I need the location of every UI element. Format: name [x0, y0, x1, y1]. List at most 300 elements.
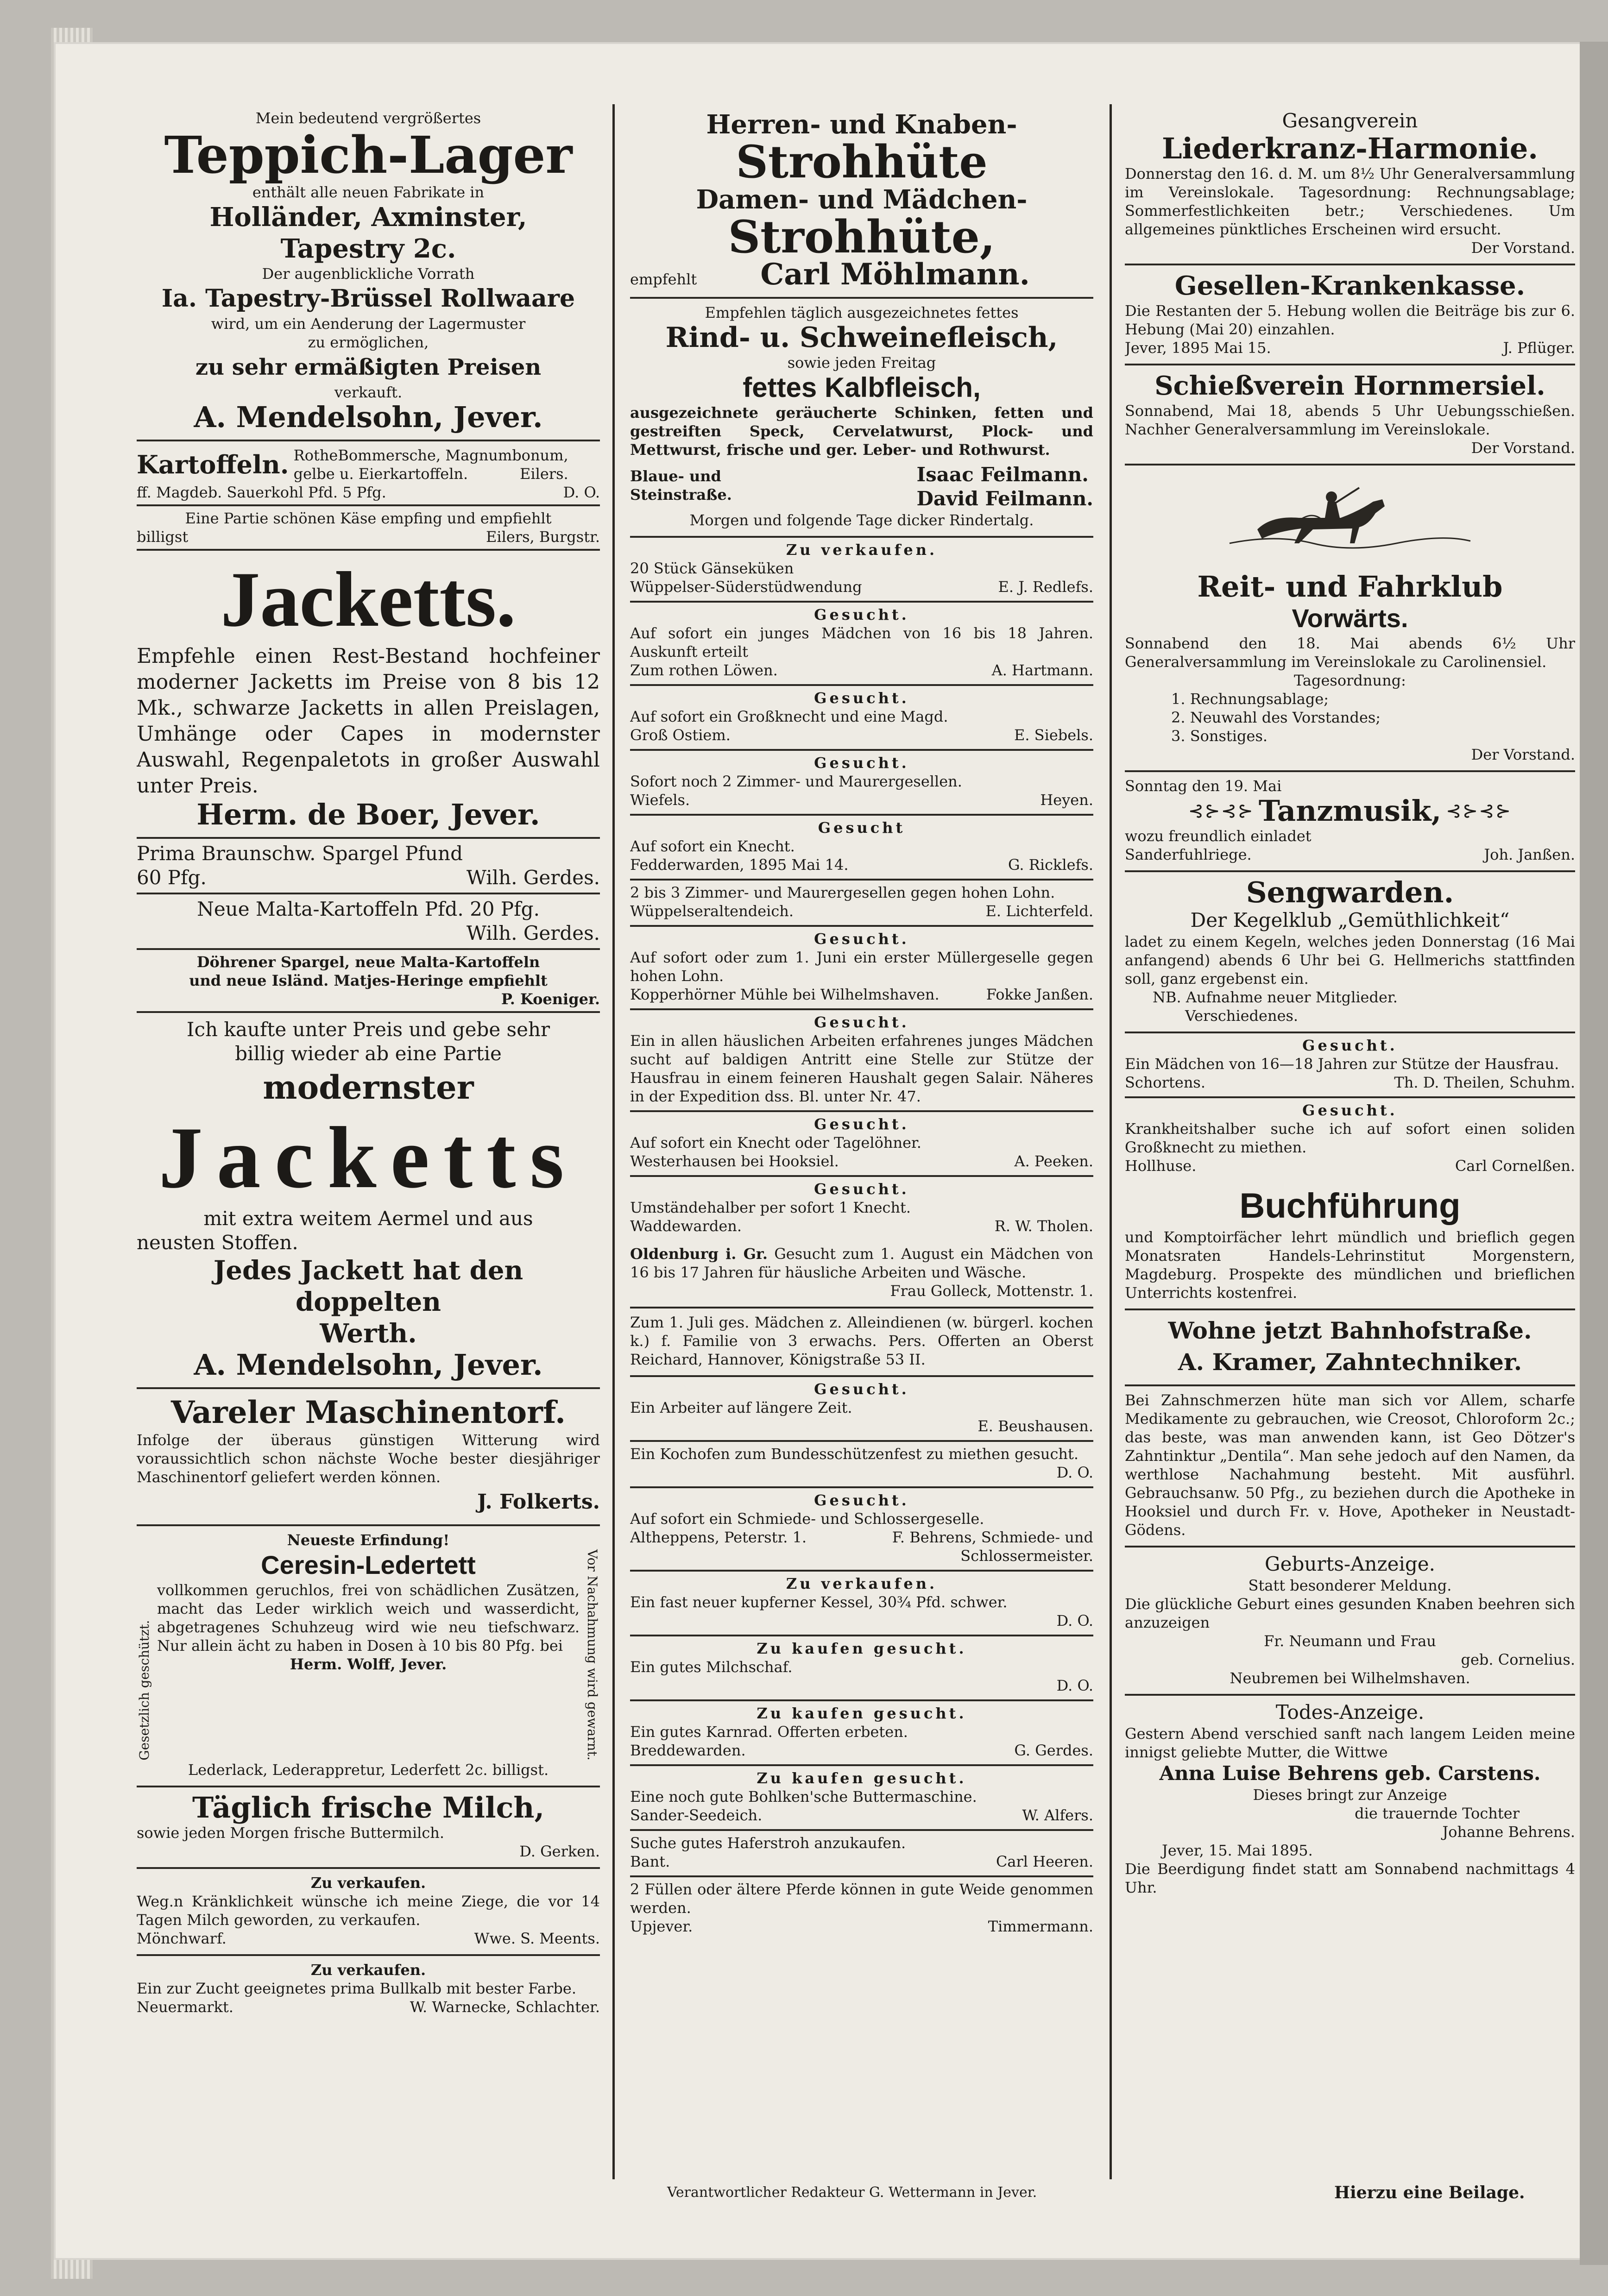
ad-head: Zu verkaufen.: [310, 1961, 426, 1979]
ad-todes-anzeige: [1125, 1696, 1575, 1903]
ad-text: mit extra weitem Aermel und aus: [203, 1207, 533, 1230]
ad-body: Ein gutes Milchschaf.: [630, 1658, 793, 1676]
ad-body: Gestern Abend verschied sanft nach langem Leiden meine innigst geliebte Mutter, die Wittwe: [1125, 1725, 1575, 1761]
ad-text: modernster: [263, 1068, 474, 1107]
ad-tanzmusik: [1125, 772, 1575, 872]
ad-head: Gesucht.: [814, 689, 909, 707]
ad-row: [630, 985, 1093, 1004]
ad-row: [630, 1917, 1093, 1936]
ad-body: Die Restanten der 5. Hebung wollen die Beiträge bis zur 6. Hebung (Mai 20) einzahlen.: [1125, 302, 1575, 338]
ad-text: Ich kaufte unter Preis und gebe sehr: [186, 1018, 550, 1041]
ad-body: Auf sofort ein Knecht.: [630, 837, 795, 855]
column-1: [137, 104, 600, 2189]
ad-kartoffeln: [137, 441, 600, 506]
ad-signature: David Feilmann.: [916, 487, 1093, 510]
classified-ad: [630, 1010, 1093, 1112]
column-rule: [612, 104, 615, 2179]
ad-head: Gesucht.: [1302, 1037, 1398, 1054]
ad-buchfuehrung: [1125, 1180, 1575, 1310]
classified-list: [630, 538, 1093, 1240]
classified-list: [630, 1377, 1093, 1940]
classified-ad: [630, 1831, 1093, 1877]
ad-jacketts-de-boer: [137, 551, 600, 839]
ad-row: [137, 1549, 600, 1761]
ad-text: Tapestry 2c.: [280, 233, 456, 264]
ad-body: und Komptoirfächer lehrt mündlich und brieflich gegen Monatsraten Handels-Lehrinstitut Morgenstern, Magdeburg. Prospekte des mündlichen und brieflichen Unterrichts kostenfrei.: [1125, 1228, 1575, 1302]
ad-ceresin: [137, 1526, 600, 1787]
ad-body: Ein gutes Karnrad. Offerten erbeten.: [630, 1723, 908, 1741]
ad-place: Hollhuse.: [1125, 1157, 1197, 1175]
ad-feilmann: [630, 299, 1093, 538]
ad-signature: P. Koeniger.: [501, 990, 600, 1008]
ad-address: [630, 467, 732, 504]
ad-text: sowie jeden Freitag: [787, 354, 936, 371]
ad-row: [630, 1741, 1093, 1760]
ad-signature: Timmermann.: [988, 1918, 1093, 1935]
ad-text: Werth.: [320, 1318, 417, 1349]
ad-milch: [137, 1787, 600, 1869]
ad-text: neusten Stoffen.: [137, 1231, 298, 1254]
ad-text: Sonntag den 19. Mai: [1125, 777, 1282, 795]
ad-text: zu ermöglichen,: [308, 333, 429, 351]
ad-text: NB. Aufnahme neuer Mitglieder.: [1153, 988, 1398, 1006]
ad-text: Damen- und Mädchen-: [696, 184, 1028, 215]
ad-head: Gesucht.: [814, 606, 909, 623]
ad-body: Eine noch gute Bohlken'sche Buttermaschine.: [630, 1788, 977, 1805]
ad-body: Auf sofort ein Großknecht und eine Magd.: [630, 708, 948, 725]
ad-text: Blaue- und: [630, 467, 721, 485]
classified-ad: [630, 1636, 1093, 1701]
ad-signature: Herm. de Boer, Jever.: [196, 798, 540, 831]
ad-row: [137, 866, 600, 890]
ad-place: Wüppelser-Süderstüdwendung: [630, 578, 862, 596]
ad-place: Oldenburg i. Gr.: [630, 1245, 768, 1263]
classified-ad: [630, 686, 1093, 751]
ad-body: Gesucht zum 1. August ein Mädchen von 16 bis 17 Jahren für häusliche Arbeiten und Wäsche.: [630, 1245, 1093, 1281]
ad-title: Buchführung: [1239, 1186, 1461, 1226]
ad-body: Auf sofort ein Knecht oder Tagelöhner.: [630, 1134, 921, 1151]
ad-place: Neuermarkt.: [137, 1998, 233, 2016]
ad-side-text: Vor Nachahmung wird gewarnt.: [585, 1549, 600, 1761]
ad-signature: Der Vorstand.: [1471, 746, 1575, 763]
ad-place: Schortens.: [1125, 1074, 1206, 1091]
ad-pretitle: Gesangverein: [1282, 109, 1418, 132]
ad-text: und neue Isländ. Matjes-Heringe empfiehlt: [189, 972, 548, 989]
classified-ad: [1125, 1098, 1575, 1180]
ad-signature: Wilh. Gerdes.: [466, 922, 600, 944]
ad-side-text: Gesetzlich geschützt.: [137, 1620, 152, 1761]
ad-title: Ceresin-Ledertett: [261, 1550, 476, 1579]
ad-text: Verschiedenes.: [1185, 1007, 1299, 1025]
ad-row: [630, 1852, 1093, 1871]
ad-text: Neue Malta-Kartoffeln Pfd. 20 Pfg.: [197, 898, 540, 920]
ad-row: [630, 578, 1093, 596]
ad-body: Ein in allen häuslichen Arbeiten erfahrenes junges Mädchen sucht auf baldigen Antritt eine Stelle zur Stütze der Hausfrau in einem feineren Haushalt gegen Salair. Näheres in der Expedition dss. Bl. unter Nr. 47.: [630, 1032, 1093, 1105]
ad-title: Gesellen-Krankenkasse.: [1174, 270, 1526, 301]
ad-body: Ein zur Zucht geeignetes prima Bullkalb mit bester Farbe.: [137, 1979, 577, 1997]
ad-row: [630, 1611, 1093, 1630]
ad-title: Kartoffeln.: [137, 450, 289, 479]
ad-text: Ia. Tapestry-Brüssel Rollwaare: [161, 284, 575, 313]
ad-text: Die Beerdigung findet statt am Sonnabend nachmittags 4 Uhr.: [1125, 1860, 1575, 1896]
ad-spargel: [137, 839, 600, 894]
ad-signature: Eilers, Burgstr.: [486, 528, 600, 546]
ad-row: [630, 1217, 1093, 1235]
ad-title: Teppich-Lager: [164, 125, 573, 185]
ad-title: Tanzmusik,: [1258, 794, 1442, 828]
classified-ad: [630, 1572, 1093, 1636]
ad-row: [630, 1152, 1093, 1170]
ad-place: Jever, 1895 Mai 15.: [1125, 339, 1271, 357]
ad-text: die trauernde Tochter: [1355, 1805, 1520, 1822]
ad-gesellen-krankenkasse: [1125, 265, 1575, 365]
ad-row: [630, 661, 1093, 679]
classified-ad: [630, 816, 1093, 881]
ad-strohhuete: [630, 104, 1093, 299]
ad-signature: Eilers.: [520, 465, 568, 483]
horse-rider-illustration: [1220, 474, 1480, 566]
ad-row: [137, 528, 600, 546]
ad-head: Gesucht.: [814, 1180, 909, 1198]
ad-zahnschmerzen: [1125, 1386, 1575, 1547]
ad-head: Zu verkaufen.: [786, 1575, 938, 1592]
ad-juli: [630, 1308, 1093, 1377]
ad-signature: Der Vorstand.: [1471, 239, 1575, 257]
ad-text: vollkommen geruchlos, frei von schädlichen Zusätzen, macht das Leder wirklich weich und wasserdicht, abgetragenes Schuhzeug wird wie neu tiefschwarz. Nur allein ächt zu haben in Dosen à 10 bis 80 Pfg. bei: [157, 1581, 580, 1654]
ad-place: Breddewarden.: [630, 1742, 746, 1759]
ad-row: [294, 465, 568, 483]
ad-row: [630, 1417, 1093, 1435]
ad-bullkalb: [137, 1956, 600, 2023]
ad-text: verkauft.: [334, 384, 403, 401]
classified-ad: [630, 1377, 1093, 1442]
ad-text: Der augenblickliche Vorrath: [262, 265, 475, 283]
ad-body: 2 bis 3 Zimmer- und Maurergesellen gegen hohen Lohn.: [630, 884, 1055, 901]
ad-text: wozu freundlich einladet: [1125, 827, 1312, 845]
ad-text: 60 Pfg.: [137, 866, 207, 889]
ad-title: Reit- und Fahrklub: [1197, 570, 1503, 604]
ad-text: Herren- und Knaben-: [706, 109, 1017, 140]
ad-maschinentorf: [137, 1389, 600, 1526]
ad-signature: D. O.: [563, 484, 600, 501]
ad-ziege: [137, 1869, 600, 1956]
ad-place: Kopperhörner Mühle bei Wilhelmshaven.: [630, 986, 940, 1003]
ad-signature: Joh. Janßen.: [1484, 846, 1575, 863]
ad-pretitle: Neueste Erfindung!: [287, 1531, 450, 1549]
footer-beilage: Hierzu eine Beilage.: [1334, 2183, 1525, 2202]
ad-signature: Fokke Janßen.: [986, 986, 1093, 1003]
classified-list: [1125, 1033, 1575, 1180]
ad-sengwarden: [1125, 872, 1575, 1033]
ad-signature: F. Behrens, Schmiede- und Schlossermeister.: [892, 1529, 1093, 1565]
ad-signature: Johanne Behrens.: [1442, 1823, 1575, 1841]
ad-body: 2 Füllen oder ältere Pferde können in gute Weide genommen werden.: [630, 1881, 1093, 1917]
ad-malta: [137, 894, 600, 950]
ad-body: ausgezeichnete geräucherte Schinken, fetten und gestreiften Speck, Cervelatwurst, Plock- und Mettwurst, frische und ger. Leber- und Rothwurst.: [630, 404, 1093, 459]
ad-text: Der Kegelklub „Gemüthlichkeit“: [1190, 909, 1510, 931]
ad-liederkranz: [1125, 104, 1575, 265]
ad-body: Sonnabend den 18. Mai abends 6½ Uhr Generalversammlung im Vereinslokale zu Carolinensiel.: [1125, 635, 1575, 671]
ad-text: gelbe u. Eierkartoffeln.: [293, 465, 468, 483]
ad-place: Zum rothen Löwen.: [630, 661, 778, 679]
classified-ad: [630, 751, 1093, 816]
ad-body: Auf sofort ein junges Mädchen von 16 bis 18 Jahren. Auskunft erteilt: [630, 624, 1093, 660]
ad-head: Zu verkaufen.: [786, 541, 938, 559]
ad-row: [137, 1929, 600, 1948]
ad-body: Ein Mädchen von 16—18 Jahren zur Stütze der Hausfrau.: [1125, 1055, 1559, 1073]
ad-signature: D. O.: [1056, 1464, 1093, 1481]
classified-ad: [1125, 1033, 1575, 1098]
ad-text: wird, um ein Aenderung der Lagermuster: [211, 315, 526, 333]
ad-head: Gesucht.: [814, 930, 909, 948]
ad-title: Jacketts.: [221, 556, 516, 643]
ad-list-item: 2. Neuwahl des Vorstandes;: [1171, 709, 1381, 726]
ornament: ⊰⊱⊰⊱: [1446, 800, 1512, 822]
ad-signature: Th. D. Theilen, Schuhm.: [1394, 1074, 1575, 1091]
ad-body: Suche gutes Haferstroh anzukaufen.: [630, 1834, 906, 1852]
ad-signature: Wilh. Gerdes.: [466, 866, 600, 889]
ad-text: Morgen und folgende Tage dicker Rindertalg.: [689, 511, 1034, 529]
ad-body: Donnerstag den 16. d. M. um 8½ Uhr Generalversammlung im Vereinslokale. Tagesordnung: Rechnungsablage; Sommerfestlichkeiten betr.; Verschiedenes. Um allgemeines pünktliches Erscheinen wird ersucht.: [1125, 165, 1575, 238]
ad-name: Anna Luise Behrens geb. Carstens.: [1159, 1762, 1541, 1785]
ad-place: Wiefels.: [630, 791, 690, 809]
ad-place: Fedderwarden, 1895 Mai 14.: [630, 856, 849, 874]
ad-pretitle: Mein bedeutend vergrößertes: [255, 109, 481, 127]
ad-title: Rind- u. Schweinefleisch,: [665, 321, 1058, 354]
ad-row: [630, 726, 1093, 744]
ad-place: Mönchwarf.: [137, 1929, 227, 1947]
ad-body: Weg.n Kränklichkeit wünsche ich meine Ziege, die vor 14 Tagen Milch geworden, zu verkaufen.: [137, 1892, 600, 1929]
ad-signature: J. Pflüger.: [1503, 339, 1575, 357]
ad-body: Sonnabend, Mai 18, abends 5 Uhr Uebungsschießen. Nachher Generalversammlung im Vereinslokale.: [1125, 402, 1575, 438]
ad-signature: geb. Cornelius.: [1461, 1651, 1575, 1668]
ad-signature: E. Siebels.: [1014, 726, 1093, 744]
classified-ad: [630, 1177, 1093, 1240]
ad-signature: Heyen.: [1040, 791, 1093, 809]
ad-row: [630, 1676, 1093, 1695]
ad-row: [630, 1463, 1093, 1482]
ad-list-item: 1. Rechnungsablage;: [1171, 690, 1329, 708]
ad-title: Strohhüte: [736, 136, 988, 188]
ad-text: billig wieder ab eine Partie: [235, 1042, 502, 1065]
ad-body: Die glückliche Geburt eines gesunden Knaben beehren sich anzuzeigen: [1125, 1595, 1575, 1631]
ad-date: Jever, 15. Mai 1895.: [1162, 1842, 1313, 1859]
ad-text: Dieses bringt zur Anzeige: [1253, 1786, 1447, 1804]
ad-head: Gesucht.: [814, 1380, 909, 1398]
ad-place: Sander-Seedeich.: [630, 1806, 763, 1824]
ad-geburts-anzeige: [1125, 1547, 1575, 1696]
ad-signature: R. W. Tholen.: [994, 1217, 1093, 1235]
ad-row: [137, 446, 600, 483]
ad-reitklub: [1125, 465, 1575, 772]
ad-text: Eine Partie schönen Käse empfing und empfiehlt: [185, 510, 552, 527]
ad-head: Gesucht.: [814, 754, 909, 772]
ad-place: Altheppens, Peterstr. 1.: [630, 1529, 807, 1546]
ad-body: [157, 1549, 580, 1761]
ornament: ⊰⊱⊰⊱: [1188, 800, 1254, 822]
ad-signature: Herm. Wolff, Jever.: [290, 1655, 447, 1673]
ad-title: Schießverein Hornmersiel.: [1154, 371, 1545, 401]
ad-place: Groß Ostiem.: [630, 726, 731, 744]
ad-signature: D. Gerken.: [519, 1842, 600, 1860]
ad-jacketts-mendelsohn: [137, 1013, 600, 1389]
ad-signature: A. Kramer, Zahntechniker.: [1178, 1348, 1522, 1376]
ad-text: Döhrener Spargel, neue Malta-Kartoffeln: [196, 953, 540, 971]
ad-signature: Der Vorstand.: [1471, 439, 1575, 457]
ad-text: Prima Braunschw. Spargel Pfund: [137, 842, 463, 865]
ad-body: Auf sofort oder zum 1. Juni ein erster Müllergeselle gegen hohen Lohn.: [630, 949, 1093, 985]
ad-row: [630, 1806, 1093, 1824]
ad-body: Bei Zahnschmerzen hüte man sich vor Allem, scharfe Medikamente zu gebrauchen, wie Creosot, Chloroform 2c.; das beste, was man anwenden kann, ist Geo Dötzer's Zahntinktur „Dentila“. Man sehe jedoch auf den Namen, da werthlose Nachahmung besteht. Mit ausführl. Gebrauchsanw. 50 Pfg., zu beziehen durch die Apotheke in Hooksiel und durch Fr. v. Hove, Apotheker in Neustadt-Gödens.: [1125, 1391, 1575, 1539]
ad-text: empfehlt: [630, 270, 697, 288]
ad-row: [630, 791, 1093, 809]
ad-place: Sanderfuhlriege.: [1125, 846, 1252, 863]
ad-signature: W. Warnecke, Schlachter.: [410, 1998, 600, 2016]
classified-ad: [630, 1766, 1093, 1831]
ad-signature: Carl Möhlmann.: [760, 257, 1030, 292]
ad-doehrener: [137, 950, 600, 1013]
ad-title: Täglich frische Milch,: [192, 1790, 545, 1824]
ad-place: Upjever.: [630, 1918, 693, 1935]
ad-place: Bant.: [630, 1853, 670, 1870]
ad-body: Sofort noch 2 Zimmer- und Maurergesellen.: [630, 773, 962, 790]
ad-body: [294, 446, 568, 483]
column-2: [630, 104, 1093, 2189]
ad-row: [630, 855, 1093, 874]
ad-signature: A. Mendelsohn, Jever.: [194, 400, 543, 434]
ad-signature: E. Lichterfeld.: [985, 902, 1093, 920]
ad-head: Gesucht: [818, 819, 906, 837]
ad-body: Empfehle einen Rest-Bestand hochfeiner moderner Jacketts im Preise von 8 bis 12 Mk., schwarze Jacketts in allen Preislagen, Umhänge oder Capes in modernster Auswahl, Regenpaletots in großer Auswahl unter Preis.: [137, 644, 600, 798]
ad-schiessverein: [1125, 365, 1575, 465]
ad-head: Gesucht.: [814, 1115, 909, 1133]
ad-oldenburg: [630, 1240, 1093, 1308]
ad-list-item: 3. Sonstiges.: [1171, 727, 1268, 745]
ad-text: Tagesordnung:: [1294, 672, 1406, 689]
ad-title: Jacketts: [158, 1109, 578, 1207]
ad-signature: A. Mendelsohn, Jever.: [194, 1348, 543, 1382]
ad-title: Strohhüte,: [728, 211, 996, 263]
footer-redakteur: Verantwortlicher Redakteur G. Wettermann in Jever.: [667, 2184, 1037, 2201]
ad-row: [630, 463, 1093, 511]
ad-signature: Carl Cornelßen.: [1455, 1157, 1575, 1175]
ad-head: Zu kaufen gesucht.: [757, 1769, 967, 1787]
ad-text: Jedes Jackett hat den doppelten: [213, 1255, 523, 1317]
ad-title: Vareler Maschinentorf.: [171, 1394, 566, 1430]
ad-signatures: [917, 463, 1094, 511]
ad-head: Gesucht.: [814, 1013, 909, 1031]
ad-signature: Carl Heeren.: [996, 1853, 1093, 1870]
ad-body: Ein Kochofen zum Bundesschützenfest zu miethen gesucht.: [630, 1445, 1079, 1463]
ad-row: [1125, 795, 1575, 827]
ad-text: RotheBommersche, Magnumbonum,: [293, 447, 568, 464]
ad-title: Wohne jetzt Bahnhofstraße.: [1168, 1317, 1532, 1344]
ad-text: ff. Magdeb. Sauerkohl Pfd. 5 Pfg.: [137, 484, 386, 501]
ad-text: Empfehlen täglich ausgezeichnetes fettes: [705, 304, 1019, 321]
column-rule: [1110, 104, 1112, 2179]
ad-body: Ein Arbeiter auf längere Zeit.: [630, 1399, 852, 1416]
ad-title: Todes-Anzeige.: [1275, 1701, 1425, 1724]
ad-place: Waddewarden.: [630, 1217, 742, 1235]
ad-head: Gesucht.: [814, 1491, 909, 1509]
classified-ad: [630, 1112, 1093, 1177]
ad-text: sowie jeden Morgen frische Buttermilch.: [137, 1824, 445, 1842]
column-3: [1125, 104, 1575, 2189]
ad-place: Westerhausen bei Hooksiel.: [630, 1152, 839, 1170]
classified-ad: [630, 538, 1093, 603]
classified-ad: [630, 1442, 1093, 1488]
ad-text: enthält alle neuen Fabrikate in: [252, 183, 485, 201]
ad-body: ladet zu einem Kegeln, welches jeden Donnerstag (16 Mai anfangend) abends 6 Uhr bei G. Hellmerichs stattfinden soll, ganz ergebenst ein.: [1125, 933, 1575, 988]
ad-body: Ein fast neuer kupferner Kessel, 30¾ Pfd. schwer.: [630, 1593, 1008, 1611]
ad-title: Vorwärts.: [1292, 604, 1408, 633]
ad-row: [137, 483, 600, 502]
classified-ad: [630, 603, 1093, 686]
ad-row: [1125, 1073, 1575, 1092]
ad-text: Steinstraße.: [630, 486, 732, 503]
ad-kaese: [137, 506, 600, 551]
ad-head: Zu verkaufen.: [310, 1874, 426, 1892]
ad-title: Geburts-Anzeige.: [1265, 1553, 1435, 1575]
ad-signature: J. Folkerts.: [477, 1490, 600, 1514]
ad-head: Zu kaufen gesucht.: [757, 1640, 967, 1657]
ad-head: Zu kaufen gesucht.: [757, 1705, 967, 1722]
ad-text: Statt besonderer Meldung.: [1248, 1577, 1452, 1594]
ad-signature: A. Peeken.: [1014, 1152, 1093, 1170]
ad-signature: Wwe. S. Meents.: [474, 1929, 600, 1947]
ad-text: Lederlack, Lederappretur, Lederfett 2c. billigst.: [188, 1761, 549, 1779]
classified-ad: [630, 1488, 1093, 1572]
ad-signature: G. Gerdes.: [1014, 1742, 1093, 1759]
ad-row: [1125, 845, 1575, 864]
ad-text: zu sehr ermäßigten Preisen: [195, 354, 542, 380]
classified-ad: [630, 881, 1093, 927]
classified-ad: [630, 927, 1093, 1010]
ad-body: Krankheitshalber suche ich auf sofort einen soliden Großknecht zu miethen.: [1125, 1120, 1575, 1156]
ad-title: fettes Kalbfleisch,: [743, 372, 981, 403]
ad-signature: Frau Golleck, Mottenstr. 1.: [890, 1282, 1093, 1300]
ad-body: 20 Stück Gänseküken: [630, 560, 794, 577]
ad-title: Sengwarden.: [1246, 875, 1454, 909]
ad-row: [137, 1998, 600, 2016]
ad-row: [630, 902, 1093, 920]
ad-text: Holländer, Axminster,: [209, 202, 527, 233]
ad-signature: G. Ricklefs.: [1008, 856, 1093, 874]
ad-signature: W. Alfers.: [1022, 1806, 1093, 1824]
ad-text: billigst: [137, 528, 189, 546]
scanner-background: [1580, 42, 1608, 2265]
ad-signature: D. O.: [1056, 1677, 1093, 1694]
ad-teppich-lager: [137, 104, 600, 441]
ad-body: Umständehalber per sofort 1 Knecht.: [630, 1199, 911, 1216]
ad-bahnhofstrasse: [1125, 1310, 1575, 1386]
ad-signature: A. Hartmann.: [991, 661, 1093, 679]
ad-signature: D. O.: [1056, 1612, 1093, 1629]
ad-signature: E. J. Redlefs.: [998, 578, 1093, 596]
ad-place: Wüppelseraltendeich.: [630, 902, 794, 920]
ad-body: Infolge der überaus günstigen Witterung wird voraussichtlich schon nächste Woche bester diesjähriger Maschinentorf geliefert werden können.: [137, 1431, 600, 1486]
ad-signature: E. Beushausen.: [977, 1417, 1093, 1435]
ad-signature: Fr. Neumann und Frau: [1264, 1632, 1436, 1650]
ad-head: Gesucht.: [1302, 1101, 1398, 1119]
classified-ad: [630, 1877, 1093, 1940]
ad-row: [1125, 1157, 1575, 1175]
ad-place: Neubremen bei Wilhelmshaven.: [1230, 1669, 1470, 1687]
ad-body: Auf sofort ein Schmiede- und Schlossergeselle.: [630, 1510, 984, 1528]
ad-row: [630, 259, 1093, 290]
ad-row: [630, 1528, 1093, 1565]
classified-ad: [630, 1701, 1093, 1766]
